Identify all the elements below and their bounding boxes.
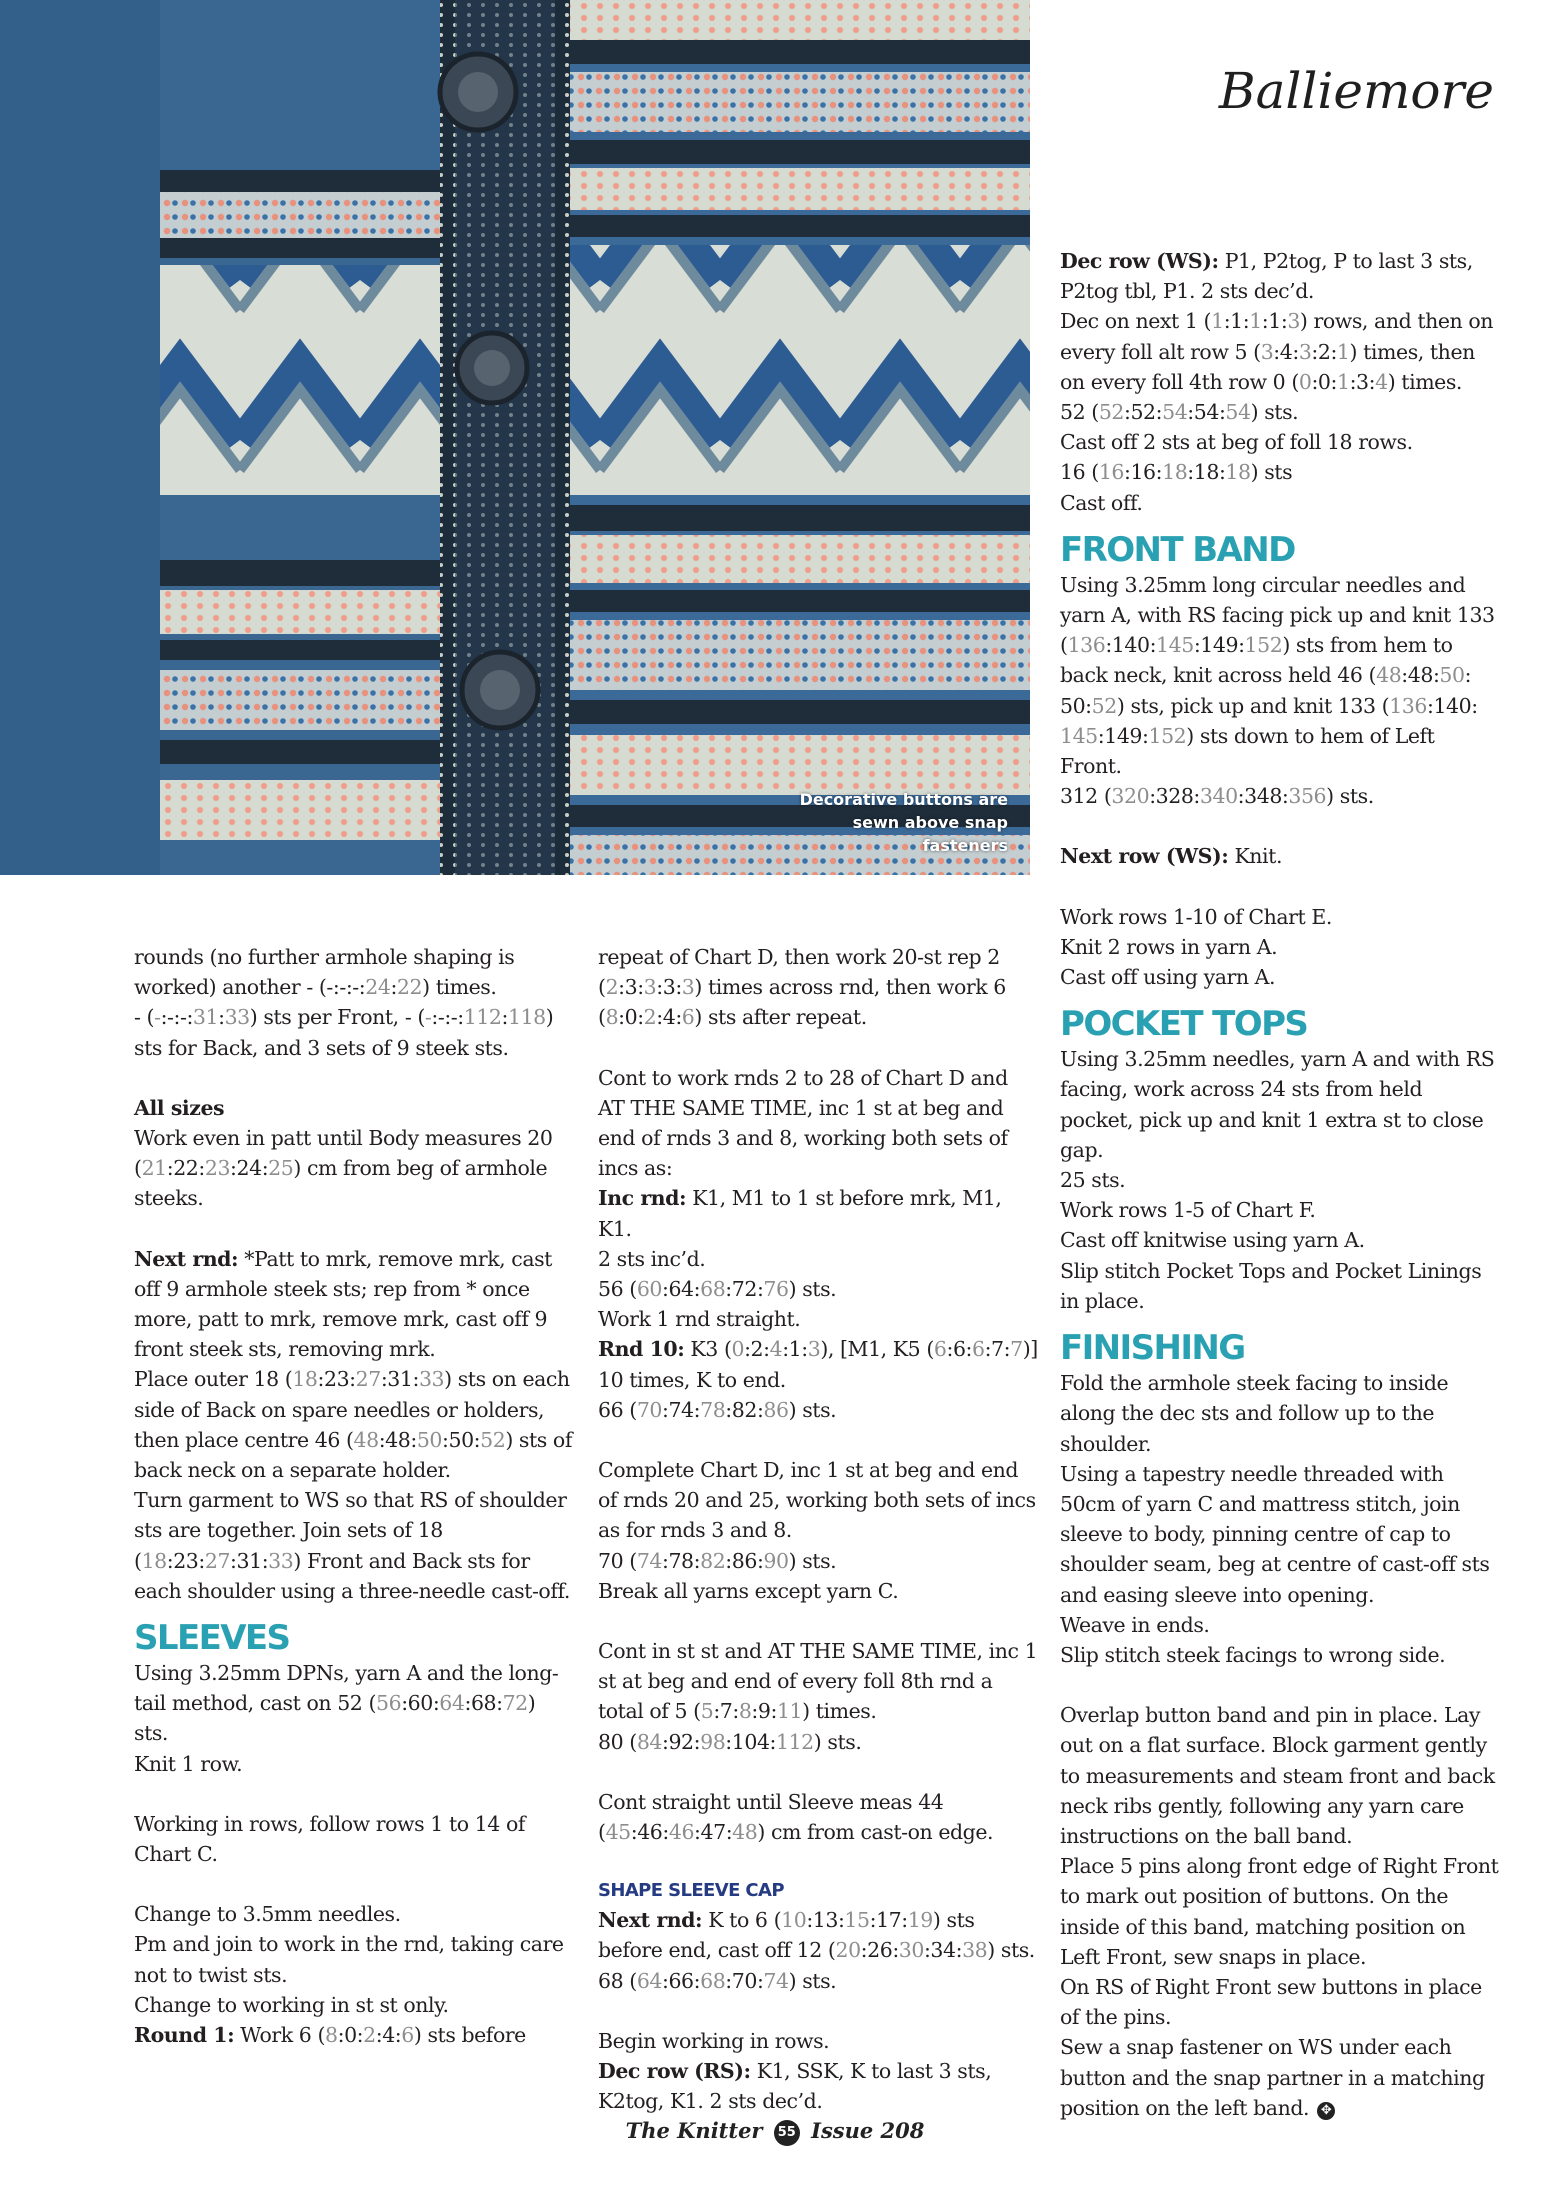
paragraph: Overlap button band and pin in place. Lay out on a flat surface. Block garment gently to measurements and steam front and back neck ribs gently, following any yarn care instructions on the ball band. (1060, 1703, 1495, 1848)
paragraph: Cast off 2 sts at beg of foll 18 rows. (1060, 430, 1413, 455)
paragraph: Weave in ends. (1060, 1612, 1210, 1637)
paragraph: repeat of Chart D, then work 20-st rep 2 (2:3:3:3:3) times across rnd, then work 6 (8:0:2:4:6) sts after repeat. (598, 945, 1006, 1030)
shape-sleeve-cap-heading: SHAPE SLEEVE CAP (598, 1880, 784, 1902)
paragraph: 52 (52:52:54:54:54) sts. (1060, 400, 1299, 425)
sleeves-heading: SLEEVES (134, 1618, 290, 1659)
magazine-name: The Knitter (625, 2118, 763, 2143)
paragraph: Dec row (RS): K1, SSK, K to last 3 sts, K2tog, K1. 2 sts dec’d. (598, 2059, 992, 2114)
paragraph: Round 1: Work 6 (8:0:2:4:6) sts before (134, 2023, 526, 2048)
paragraph: Cont in st st and AT THE SAME TIME, inc 1 st at beg and end of every foll 8th rnd a total of 5 (5:7:8:9:11) times. (598, 1639, 1038, 1724)
paragraph: Knit 2 rows in yarn A. (1060, 934, 1278, 959)
end-of-pattern-icon: ✥ (1317, 2102, 1335, 2120)
paragraph: Next rnd: K to 6 (10:13:15:17:19) sts before end, cast off 12 (20:26:30:34:38) sts. (598, 1908, 1035, 1963)
paragraph: Place outer 18 (18:23:27:31:33) sts on each side of Back on spare needles or holders, then place centre 46 (48:48:50:50:52) sts of back neck on a separate holder. (134, 1367, 572, 1483)
paragraph: Using 3.25mm long circular needles and yarn A, with RS facing pick up and knit 133 (136:140:145:149:152) sts from hem to back neck, knit across held 46 (48:48:50: 50:52) sts, pick up and knit 133 (136:140: 145:149:152) sts down to hem of Left Front. (1060, 572, 1495, 779)
front-band-heading: FRONT BAND (1060, 529, 1295, 570)
column-2 (598, 942, 1038, 2117)
column-3 (1060, 246, 1500, 2123)
paragraph: Pm and join to work in the rnd, taking care not to twist sts. (134, 1932, 564, 1987)
paragraph: Work rows 1-10 of Chart E. (1060, 904, 1332, 929)
paragraph: Cont straight until Sleeve meas 44 (45:46:46:47:48) cm from cast-on edge. (598, 1789, 994, 1845)
paragraph: Dec on next 1 (1:1:1:1:3) rows, and then on every foll alt row 5 (3:4:3:2:1) times, then on every foll 4th row 0 (0:0:1:3:4) times. (1060, 309, 1494, 394)
photo-caption: Decorative buttons are sewn above snap fasteners (799, 790, 1008, 855)
paragraph: On RS of Right Front sew buttons in place of the pins. (1060, 1974, 1482, 2030)
paragraph: Using 3.25mm needles, yarn A and with RS facing, work across 24 sts from held pocket, pick up and knit 1 extra st to close gap. (1060, 1047, 1495, 1162)
issue-number: Issue 208 (811, 2118, 925, 2143)
finishing-heading: FINISHING (1060, 1328, 1245, 1369)
paragraph: 2 sts inc’d. (598, 1246, 706, 1271)
paragraph: Cast off. (1060, 490, 1143, 515)
paragraph: 80 (84:92:98:104:112) sts. (598, 1729, 862, 1754)
paragraph: Change to 3.5mm needles. (134, 1902, 401, 1927)
paragraph: Change to working in st st only. (134, 1992, 449, 2017)
paragraph: 56 (60:64:68:72:76) sts. (598, 1277, 837, 1302)
paragraph: Cast off knitwise using yarn A. (1060, 1228, 1365, 1253)
hero-photo (0, 0, 1030, 875)
paragraph: Work 1 rnd straight. (598, 1307, 801, 1332)
paragraph: Using 3.25mm DPNs, yarn A and the long-tail method, cast on 52 (56:60:64:68:72) sts. (134, 1661, 559, 1746)
paragraph: 16 (16:16:18:18:18) sts (1060, 460, 1293, 485)
paragraph: Knit 1 row. (134, 1751, 243, 1776)
paragraph: Working in rows, follow rows 1 to 14 of Chart C. (134, 1811, 525, 1867)
paragraph: Begin working in rows. (598, 2028, 830, 2053)
paragraph: 66 (70:74:78:82:86) sts. (598, 1397, 837, 1422)
all-sizes-subheading: All sizes (134, 1095, 225, 1120)
knitted-cardigan-photo-icon (0, 0, 1030, 875)
paragraph: 68 (64:66:68:70:74) sts. (598, 1968, 837, 1993)
paragraph: Rnd 10: K3 (0:2:4:1:3), [M1, K5 (6:6:6:7:7)] 10 times, K to end. (598, 1337, 1038, 1392)
paragraph: 25 sts. (1060, 1168, 1126, 1193)
paragraph: Work rows 1-5 of Chart F. (1060, 1198, 1316, 1223)
paragraph: 70 (74:78:82:86:90) sts. (598, 1548, 837, 1573)
footer (0, 2118, 1550, 2146)
column-1 (134, 942, 574, 2050)
paragraph: 312 (320:328:340:348:356) sts. (1060, 784, 1374, 809)
paragraph: Work even in patt until Body measures 20 (21:22:23:24:25) cm from beg of armhole steeks. (134, 1126, 553, 1211)
paragraph: Sew a snap fastener on WS under each button and the snap partner in a matching position on the left band. ✥ (1060, 2035, 1485, 2120)
paragraph: Place 5 pins along front edge of Right Front to mark out position of buttons. On the inside of this band, matching position on Left Front, sew snaps in place. (1060, 1854, 1499, 1969)
paragraph: Turn garment to WS so that RS of shoulder sts are together. Join sets of 18 (18:23:27:31:33) Front and Back sts for each shoulder using a three-needle cast-off. (134, 1488, 570, 1603)
paragraph: Fold the armhole steek facing to inside along the dec sts and follow up to the shoulder. (1060, 1371, 1449, 1456)
paragraph: Cont to work rnds 2 to 28 of Chart D and AT THE SAME TIME, inc 1 st at beg and end of rnds 3 and 8, working both sets of incs as: (598, 1065, 1008, 1181)
paragraph: Dec row (WS): P1, P2tog, P to last 3 sts, P2tog tbl, P1. 2 sts dec’d. (1060, 249, 1473, 304)
paragraph: Complete Chart D, inc 1 st at beg and end of rnds 20 and 25, working both sets of incs as for rnds 3 and 8. (598, 1458, 1036, 1543)
paragraph: Break all yarns except yarn C. (598, 1578, 899, 1603)
paragraph: Slip stitch steek facings to wrong side. (1060, 1642, 1446, 1667)
paragraph: Cast off using yarn A. (1060, 965, 1276, 990)
paragraph: Slip stitch Pocket Tops and Pocket Linings in place. (1060, 1258, 1482, 1313)
pattern-title: Balliemore (1218, 62, 1494, 120)
page-number: 55 (774, 2120, 800, 2146)
paragraph: Next row (WS): Knit. (1060, 844, 1283, 869)
paragraph: Inc rnd: K1, M1 to 1 st before mrk, M1, K1. (598, 1186, 1002, 1241)
pocket-tops-heading: POCKET TOPS (1060, 1004, 1308, 1045)
paragraph: rounds (no further armhole shaping is worked) another - (-:-:-:24:22) times. (134, 945, 515, 1000)
paragraph: Using a tapestry needle threaded with 50cm of yarn C and mattress stitch, join sleeve to body, pinning centre of cap to shoulder seam, beg at centre of cast-off sts and easing sleeve into opening. (1060, 1461, 1490, 1607)
paragraph: - (-:-:-:31:33) sts per Front, - (-:-:-:112:118) sts for Back, and 3 sets of 9 steek sts. (134, 1005, 554, 1060)
paragraph: Next rnd: *Patt to mrk, remove mrk, cast off 9 armhole steek sts; rep from * once more, patt to mrk, remove mrk, cast off 9 front steek sts, removing mrk. (134, 1246, 552, 1362)
